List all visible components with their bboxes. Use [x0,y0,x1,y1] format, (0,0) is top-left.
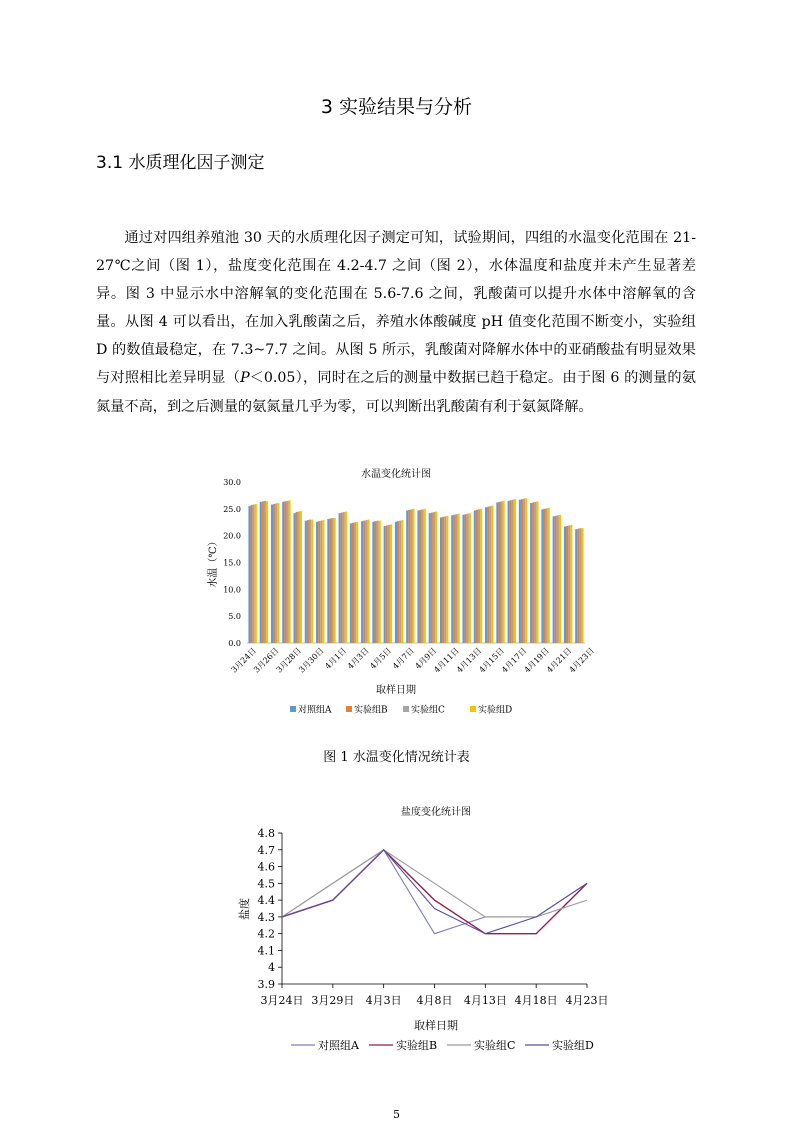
y-tick-label: 4.8 [257,827,275,840]
legend-label: 实验组C [411,705,445,716]
x-tick-label: 3月24日 [229,646,259,675]
bar [476,510,478,643]
bar [480,509,482,643]
bar [251,505,253,643]
bar [322,520,324,643]
bar [410,509,412,643]
bar [451,515,453,643]
x-tick-label: 4月9日 [413,646,439,671]
y-tick-label: 30.0 [223,478,241,487]
bar [478,509,480,643]
y-axis-label: 盐度 [238,898,251,920]
bar [332,518,334,643]
bar [388,525,390,643]
x-tick-label: 3月26日 [252,646,281,675]
series-line [282,850,587,917]
legend-label: 实验组B [396,1039,438,1052]
x-tick-label: 3月24日 [260,994,304,1007]
legend-label: 实验组B [354,705,388,716]
chart-title: 盐度变化统计图 [401,807,471,818]
bar [282,502,284,643]
bar [412,509,414,643]
bar [532,502,534,643]
paragraph-text-2: ＜0.05），同时在之后的测量中数据已趋于稳定。由于图 6 的测量的氨氮量不高，到之后测量的氨氮量几乎为零，可以判断出乳酸菌有利于氨氮降解。 [96,370,696,415]
x-tick-label: 4月15日 [477,646,506,675]
bar [343,512,345,643]
body-paragraph [96,224,696,421]
bar [440,517,442,643]
y-tick-label: 10.0 [223,585,241,595]
bar [334,518,336,643]
x-tick-label: 4月13日 [463,994,507,1007]
bar [557,515,559,643]
bar [339,513,341,643]
bar [575,529,577,643]
bar [521,499,523,643]
bar [508,501,510,643]
bar [420,510,422,643]
bar [570,525,572,643]
bar [397,521,399,643]
y-tick-label: 3.9 [257,978,275,991]
bar [406,510,408,643]
bar [284,501,286,643]
bar [519,500,521,643]
x-tick-label: 3月30日 [297,646,326,675]
bar [390,524,392,643]
bar [296,512,298,643]
x-tick-label: 4月7日 [390,646,416,671]
bar [300,511,302,643]
bar [446,516,448,643]
y-tick-label: 4.3 [257,910,275,924]
bar [487,507,489,643]
bar [555,516,557,643]
legend-swatch [403,706,409,712]
section-heading: 3.1 水质理化因子测定 [96,153,265,173]
bar [463,515,465,643]
bar [525,498,527,643]
bar [510,500,512,643]
x-tick-label: 4月5日 [368,646,394,671]
series-line [282,850,587,934]
bar [363,521,365,643]
bar [417,510,419,643]
bar [379,521,381,643]
bar [465,514,467,643]
legend-label: 实验组D [478,705,513,716]
y-tick-label: 4.2 [257,927,275,941]
bar [442,517,444,643]
bar [579,528,581,643]
x-tick-label: 4月17日 [499,646,529,675]
bar [559,515,561,643]
bar [345,512,347,643]
paragraph-text-1: 通过对四组养殖池 30 天的水质理化因子测定可知，试验期间，四组的水温变化范围在 21-27℃之间（图 1），盐度变化范围在 4.2-4.7 之间（图 2），水体温度和盐度并未产生显著差异。图 3 中显示水中溶解氧的变化范围在 5.6-7.6 之间，乳酸菌可以提升水体中溶解氧的含量。从图 4 可以看出，在加入乳酸菌之后，养殖水体酸碱度 pH 值变化范围不断变小，实验组 D 的数值最稳定，在 7.3~7.7 之间。从图 5 所示，乳酸菌对降解水体中的亚硝酸盐有明显效果与对照相比差异明显（ [96,230,696,387]
bar [341,513,343,643]
bar [372,522,374,643]
x-tick-label: 4月23日 [565,994,609,1007]
bar [581,528,583,643]
x-axis-label: 取样日期 [414,1019,458,1032]
bar [489,506,491,643]
series-line [282,850,587,934]
bar [255,504,257,643]
bar [566,526,568,643]
bar [316,522,318,643]
legend-label: 对照组A [298,705,332,716]
bar [289,500,291,643]
bar [327,519,329,643]
bar [501,501,503,643]
bar [395,522,397,643]
bar [485,507,487,643]
bar [498,502,500,643]
x-tick-label: 4月18日 [514,994,558,1007]
bar [408,510,410,643]
bar [548,508,550,643]
bar [514,499,516,643]
legend-swatch [290,706,296,712]
bar [260,502,262,643]
bar [553,516,555,643]
y-tick-label: 4.5 [257,877,275,891]
bar [534,502,536,643]
bar [318,521,320,643]
chart-title: 水温变化统计图 [361,469,431,480]
bar [367,520,369,643]
bar [294,513,296,643]
bar [286,501,288,643]
bar [455,514,457,643]
bar [429,513,431,643]
bar [536,501,538,643]
y-axis-label: 水温（℃） [208,536,219,588]
y-tick-label: 4.4 [257,894,275,908]
bar [365,520,367,643]
bar [377,521,379,643]
bar [305,521,307,643]
x-tick-label: 4月23日 [567,646,597,675]
legend-swatch [346,706,352,712]
bar [329,518,331,643]
legend-swatch [470,706,476,712]
x-tick-label: 4月8日 [416,994,453,1007]
bar [311,520,313,643]
y-tick-label: 4.7 [257,843,275,857]
water-temperature-chart [0,465,793,735]
bar [401,520,403,643]
y-tick-label: 20.0 [223,531,241,541]
paragraph-italic-p: P [240,370,250,387]
bar [264,501,266,643]
bar [467,514,469,643]
y-tick-label: 4.1 [257,944,275,958]
y-tick-label: 4.6 [257,860,275,874]
bar [543,509,545,643]
y-tick-label: 4 [268,961,275,975]
bar [458,514,460,643]
y-tick-label: 0.0 [228,639,241,648]
bar [374,521,376,643]
bar [271,505,273,643]
bar [266,501,268,643]
y-tick-label: 15.0 [223,558,241,568]
bar [503,501,505,643]
bar [491,506,493,643]
page-title: 3 实验结果与分析 [320,96,473,118]
bar [350,523,352,643]
bar [354,522,356,643]
bar [453,515,455,643]
x-tick-label: 4月3日 [365,994,402,1007]
x-tick-label: 4月1日 [323,646,349,671]
x-tick-label: 4月11日 [432,646,461,675]
y-tick-label: 5.0 [228,612,241,622]
bar [356,522,358,643]
bar [474,510,476,643]
x-tick-label: 3月28日 [274,646,304,675]
bar [577,529,579,643]
bar [546,508,548,643]
bar [564,527,566,643]
legend-label: 对照组A [318,1039,359,1052]
bar [541,509,543,643]
x-axis-label: 取样日期 [376,685,416,696]
bar [523,499,525,643]
x-tick-label: 4月21日 [545,646,574,675]
bar [530,503,532,643]
bar [435,512,437,643]
bar [361,521,363,643]
x-tick-label: 4月3日 [345,646,371,671]
figure-1-caption: 图 1 水温变化情况统计表 [323,750,470,765]
bar [262,501,264,643]
bar [309,520,311,643]
bar [444,516,446,643]
bar [512,500,514,643]
bar [384,526,386,643]
bar [253,505,255,643]
bar [275,503,277,643]
page-number: 5 [393,1108,400,1121]
bar [248,506,250,643]
legend-label: 实验组D [552,1039,594,1052]
bar [277,503,279,643]
bar [273,504,275,643]
bar [320,521,322,643]
x-tick-label: 4月13日 [454,646,484,675]
bar [298,512,300,643]
legend-label: 实验组C [474,1039,516,1052]
x-tick-label: 4月19日 [522,646,551,675]
bar [433,512,435,643]
bar [399,521,401,643]
y-tick-label: 25.0 [223,504,241,514]
bar [386,525,388,643]
bar [568,525,570,643]
bar [307,520,309,643]
x-tick-label: 3月29日 [311,994,355,1007]
bar [422,509,424,643]
bar [469,513,471,643]
bar [352,523,354,643]
salinity-chart [0,800,793,1060]
bar [424,509,426,643]
bar [431,513,433,643]
series-line [282,850,587,934]
bar [496,502,498,643]
